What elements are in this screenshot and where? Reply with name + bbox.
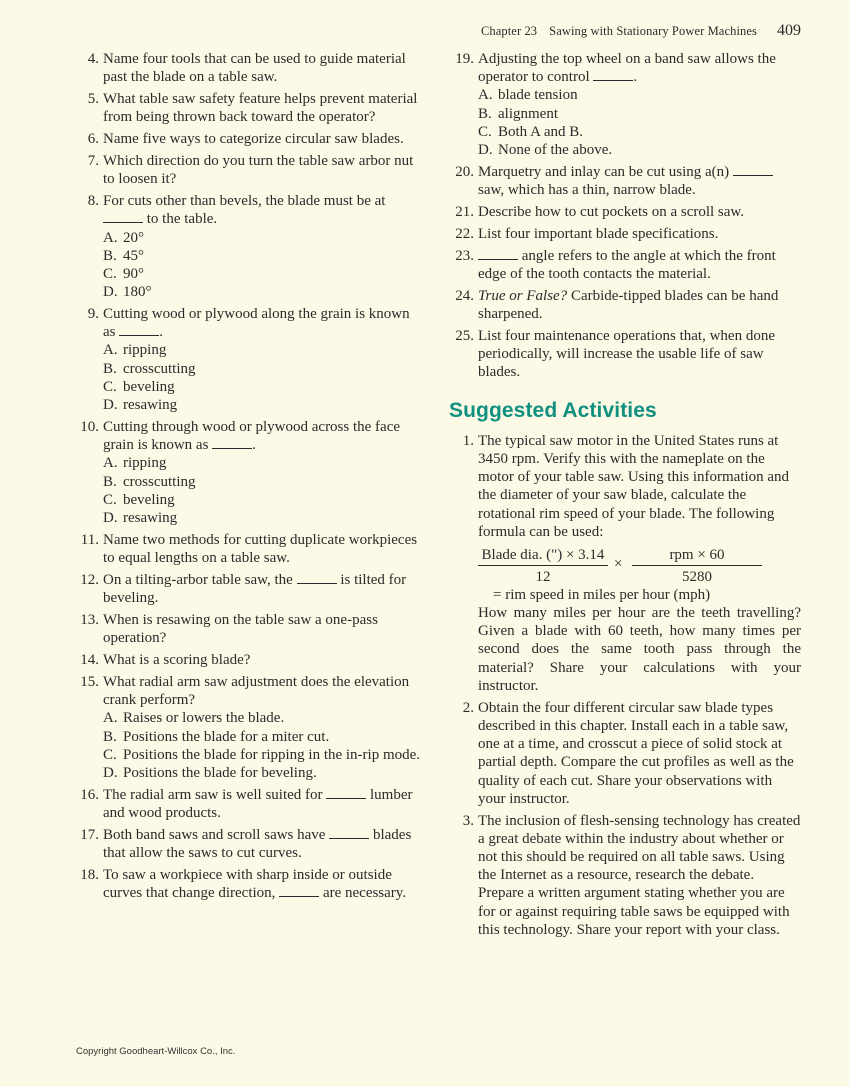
option-text: crosscutting	[123, 473, 196, 490]
option-text: blade tension	[498, 87, 578, 104]
question-number: 9.	[87, 306, 99, 323]
answer-blank	[212, 436, 252, 449]
option-text: 90°	[123, 265, 144, 282]
question-text-before-blank: Marquetry and inlay can be cut using a(n)	[478, 163, 730, 180]
answer-blank	[733, 163, 773, 176]
question-number: 18.	[80, 867, 99, 884]
chapter-label: Chapter 23 Sawing with Stationary Power Machines	[480, 24, 757, 38]
right-column	[449, 50, 801, 943]
option-text: None of the above.	[498, 142, 613, 159]
answer-option	[103, 491, 422, 509]
question-item	[74, 651, 422, 669]
option-letter: B.	[103, 473, 117, 490]
option-text: Positions the blade for beveling.	[123, 765, 317, 782]
question-number: 25.	[455, 327, 474, 344]
question-text-after-blank: blades that allow the saws to cut curves.	[103, 827, 412, 862]
answer-options	[103, 709, 422, 782]
answer-blank	[103, 210, 143, 223]
question-sentence: What table saw safety feature helps prevent material from being thrown back toward the operator?	[103, 91, 418, 126]
answer-option	[478, 105, 801, 123]
question-text-after-blank: is tilted for beveling.	[103, 571, 407, 607]
question-item	[74, 786, 422, 822]
formula-result: = rim speed in miles per hour (mph)	[493, 587, 711, 603]
question-number: 10.	[80, 418, 99, 435]
section-title: Suggested Activities	[449, 398, 657, 422]
option-text: 45°	[123, 247, 144, 264]
question-text	[478, 247, 801, 283]
option-letter: B.	[478, 105, 492, 122]
option-text: ripping	[123, 342, 167, 359]
question-text-after-blank: are necessary.	[322, 885, 407, 902]
option-letter: C.	[103, 491, 117, 508]
answer-option	[103, 396, 422, 414]
option-text: Positions the blade for a miter cut.	[123, 728, 330, 745]
activity-followup: How many miles per hour are the teeth travelling? Given a blade with 60 teeth, how many times per second does the same tooth pass through the material? Share your calculations with your instructor.	[478, 605, 801, 694]
question-number: 7.	[87, 153, 99, 170]
activity-number: 1.	[462, 432, 474, 449]
formula-numerator-1: Blade dia. (") × 3.14	[478, 546, 608, 566]
question-number: 8.	[87, 193, 99, 210]
option-text: 20°	[123, 229, 144, 246]
answer-option	[478, 141, 801, 159]
option-letter: A.	[103, 455, 118, 472]
question-number: 16.	[80, 786, 99, 803]
question-item	[74, 673, 422, 782]
answer-option	[103, 283, 422, 301]
question-number: 19.	[455, 51, 474, 67]
option-letter: B.	[103, 360, 117, 377]
activity-text	[478, 812, 801, 939]
option-letter: A.	[103, 342, 118, 359]
question-sentence: List four important blade specifications.	[478, 225, 719, 242]
question-number: 21.	[455, 204, 474, 220]
answer-blank	[329, 826, 369, 839]
question-text-after-blank: to the table.	[146, 211, 218, 228]
question-number: 24.	[455, 287, 474, 304]
question-text	[478, 203, 801, 221]
answer-option	[103, 764, 422, 782]
page-header	[481, 22, 801, 40]
copyright-footer: Copyright Goodheart-Willcox Co., Inc.	[76, 1046, 236, 1057]
question-sentence: Name five ways to categorize circular saw blades.	[103, 131, 404, 148]
option-text: 180°	[123, 284, 152, 301]
question-item	[74, 826, 422, 862]
question-number: 22.	[455, 225, 474, 242]
question-item	[449, 287, 801, 323]
question-text-after-blank: .	[252, 437, 256, 454]
question-text	[478, 327, 801, 382]
question-text-after-blank: saw, which has a thin, narrow blade.	[478, 182, 696, 199]
answer-options	[103, 341, 422, 414]
question-item	[74, 50, 422, 86]
activity-number: 3.	[462, 812, 474, 829]
answer-option	[103, 709, 422, 727]
question-text-before-blank: Cutting through wood or plywood across the face grain is known as	[103, 418, 401, 454]
answer-blank	[478, 247, 518, 260]
multiply-sign: ×	[614, 556, 623, 572]
answer-blank	[279, 884, 319, 897]
answer-option	[103, 341, 422, 359]
question-text-after-blank: .	[159, 324, 163, 341]
answer-blank	[119, 323, 159, 336]
option-letter: D.	[103, 284, 118, 301]
true-false-label: True or False?	[478, 287, 568, 304]
question-item	[449, 225, 801, 243]
question-text	[103, 571, 422, 607]
question-item	[74, 611, 422, 647]
answer-option	[103, 265, 422, 283]
answer-option	[103, 378, 422, 396]
option-letter: D.	[103, 510, 118, 526]
question-sentence: Name four tools that can be used to guide material past the blade on a table saw.	[103, 51, 406, 86]
question-item	[74, 152, 422, 188]
question-text	[103, 152, 422, 188]
answer-option	[478, 123, 801, 141]
question-item	[449, 50, 801, 159]
question-text	[478, 50, 801, 159]
question-item	[74, 571, 422, 607]
question-text	[103, 673, 422, 782]
question-item	[74, 531, 422, 567]
activity-number: 2.	[462, 699, 474, 716]
option-text: Both A and B.	[498, 123, 584, 140]
option-text: beveling	[123, 491, 175, 508]
question-number: 6.	[87, 131, 99, 148]
option-text: ripping	[123, 455, 167, 472]
formula-fraction-1	[478, 546, 608, 586]
question-text	[103, 786, 422, 822]
question-item	[449, 203, 801, 221]
question-item	[74, 305, 422, 414]
activity-paragraph: The typical saw motor in the United States runs at 3450 rpm. Verify this with the nameplate on the motor of your table saw. Using this information and the diameter of your saw blade, calculate the rotational rim speed of your blade. The following formula can be used:	[478, 432, 790, 540]
option-letter: B.	[103, 728, 117, 745]
question-text-after-blank: lumber and wood products.	[103, 786, 413, 822]
question-sentence: When is resawing on the table saw a one-pass operation?	[103, 612, 378, 647]
question-text-after-blank: .	[633, 69, 638, 86]
question-item	[74, 90, 422, 126]
rim-speed-formula	[478, 546, 801, 604]
question-item	[74, 866, 422, 902]
option-letter: C.	[103, 265, 117, 282]
activity-paragraph: The inclusion of flesh-sensing technology has created a great debate within the industry about whether or not this should be required on all table saws. Using the Internet as a resource, research the debate. Prepare a written argument stating whether you are for or against requiring table saws be equipped with this technology. Share your report with your class.	[478, 812, 801, 938]
answer-option	[478, 86, 801, 104]
question-text	[103, 50, 422, 86]
question-text-before-blank: Cutting wood or plywood along the grain is known as	[103, 306, 410, 341]
option-text: Raises or lowers the blade.	[123, 710, 285, 727]
option-letter: D.	[478, 142, 493, 159]
option-letter: C.	[103, 378, 117, 395]
option-text: resawing	[123, 397, 178, 414]
question-text	[103, 826, 422, 862]
question-sentence: Carbide-tipped blades can be hand sharpened.	[478, 287, 779, 323]
option-text: resawing	[123, 510, 178, 526]
option-letter: A.	[103, 229, 118, 246]
activity-text	[478, 432, 801, 695]
question-sentence: List four maintenance operations that, when done periodically, will increase the usable life of saw blades.	[478, 327, 775, 381]
activity-item	[449, 699, 801, 808]
question-sentence: Which direction do you turn the table saw arbor nut to loosen it?	[103, 153, 414, 188]
option-letter: D.	[103, 765, 118, 782]
page-number: 409	[777, 22, 801, 39]
answer-option	[103, 247, 422, 265]
question-item	[449, 327, 801, 382]
question-number: 4.	[87, 51, 99, 67]
question-text-before-blank: The radial arm saw is well suited for	[103, 786, 323, 803]
question-text	[103, 305, 422, 414]
question-text-before-blank: On a tilting-arbor table saw, the	[103, 571, 293, 588]
answer-blank	[297, 571, 337, 584]
option-letter: A.	[103, 710, 118, 727]
question-number: 23.	[455, 247, 474, 264]
answer-option	[103, 728, 422, 746]
option-letter: C.	[478, 123, 492, 140]
question-text-before-blank: Adjusting the top wheel on a band saw allows the operator to control	[478, 51, 776, 86]
answer-options	[103, 229, 422, 302]
option-text: beveling	[123, 378, 175, 395]
question-text-after-blank: angle refers to the angle at which the front edge of the tooth contacts the material.	[478, 247, 776, 282]
question-text	[103, 192, 422, 301]
question-text	[103, 531, 422, 567]
question-text-before-blank: For cuts other than bevels, the blade must be at	[103, 193, 386, 210]
option-text: Positions the blade for ripping in the in-rip mode.	[123, 746, 421, 763]
option-text: alignment	[498, 105, 558, 122]
formula-denominator-2: 5280	[682, 569, 712, 586]
answer-option	[103, 509, 422, 527]
activity-text	[478, 699, 801, 808]
question-item	[74, 192, 422, 301]
answer-option	[103, 454, 422, 472]
question-text	[103, 651, 422, 669]
formula-fraction-2	[632, 546, 762, 586]
answer-option	[103, 473, 422, 491]
activity-item	[449, 432, 801, 695]
option-letter: A.	[478, 87, 493, 104]
question-number: 15.	[80, 674, 99, 691]
question-sentence: What is a scoring blade?	[103, 652, 251, 669]
question-sentence: Name two methods for cutting duplicate workpieces to equal lengths on a table saw.	[103, 531, 418, 567]
question-item	[449, 247, 801, 283]
question-item	[449, 163, 801, 199]
answer-option	[103, 746, 422, 764]
option-letter: C.	[103, 746, 117, 763]
activity-item	[449, 812, 801, 939]
answer-option	[103, 360, 422, 378]
question-item	[74, 130, 422, 148]
question-number: 14.	[80, 652, 99, 669]
question-number: 5.	[87, 91, 99, 108]
question-text-before-blank: To saw a workpiece with sharp inside or outside curves that change direction,	[103, 867, 392, 902]
answer-options	[103, 454, 422, 527]
question-sentence: Describe how to cut pockets on a scroll saw.	[478, 204, 745, 220]
question-text	[478, 163, 801, 199]
activity-paragraph: Obtain the four different circular saw blade types described in this chapter. Install each in a table saw, one at a time, and crosscut a piece of solid stock at partial depth. Compare the cut profiles as well as the quality of each cut. Share your observations with your instructor.	[478, 699, 794, 807]
question-number: 11.	[80, 531, 99, 548]
question-item	[74, 418, 422, 527]
answer-blank	[326, 786, 366, 799]
question-text	[103, 611, 422, 647]
option-letter: D.	[103, 397, 118, 414]
question-text	[103, 418, 422, 527]
option-letter: B.	[103, 247, 117, 264]
question-number: 12.	[80, 571, 99, 588]
answer-blank	[593, 68, 633, 81]
option-text: crosscutting	[123, 360, 196, 377]
question-text	[103, 130, 422, 148]
question-sentence: What radial arm saw adjustment does the elevation crank perform?	[103, 674, 410, 709]
question-text	[478, 225, 801, 243]
activities-list	[449, 432, 801, 939]
question-number: 13.	[80, 612, 99, 629]
question-text	[478, 287, 801, 323]
formula-numerator-2: rpm × 60	[632, 546, 762, 566]
question-text-before-blank: Both band saws and scroll saws have	[103, 827, 326, 844]
answer-options	[478, 86, 801, 159]
question-number: 17.	[80, 827, 99, 844]
question-text	[103, 90, 422, 126]
formula-denominator-1: 12	[535, 569, 551, 586]
left-column	[74, 50, 422, 906]
question-text	[103, 866, 422, 902]
review-questions-continued	[449, 50, 801, 382]
question-number: 20.	[455, 163, 474, 180]
answer-option	[103, 229, 422, 247]
